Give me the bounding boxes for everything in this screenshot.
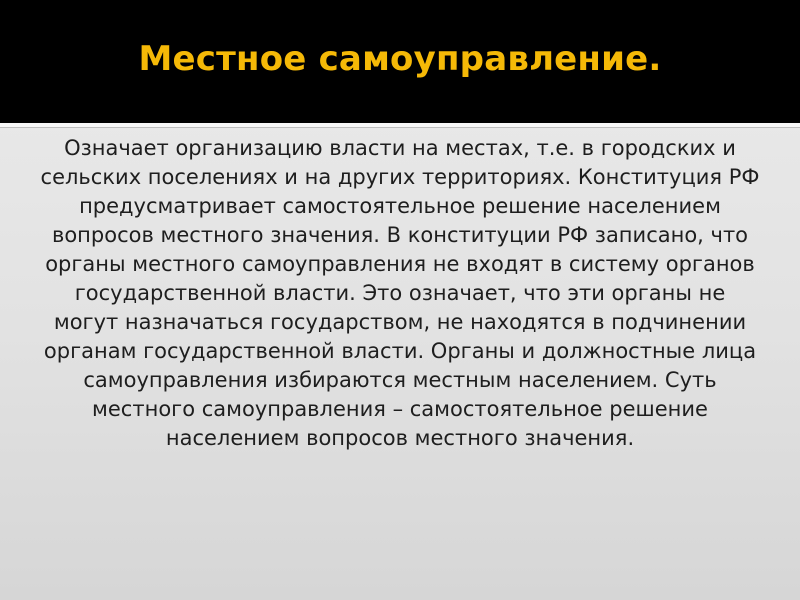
slide-body-text: Означает организацию власти на местах, т.е. в городских и сельских поселениях и на других территориях. Конституция РФ предусматривает самостоятельное решение населением вопросов местного значения. В конституции РФ записано, что органы местного самоуправления не входят в систему органов государственной власти. Это означает, что эти органы не могут назначаться государством, не находятся в подчинении органам государственной власти. Органы и должностные лица самоуправления избираются местным населением. Суть местного самоуправления – самостоятельное решение населением вопросов местного значения.	[40, 136, 760, 450]
title-divider	[0, 123, 800, 128]
slide-title: Местное самоуправление.	[138, 38, 662, 79]
title-bar	[0, 0, 800, 123]
